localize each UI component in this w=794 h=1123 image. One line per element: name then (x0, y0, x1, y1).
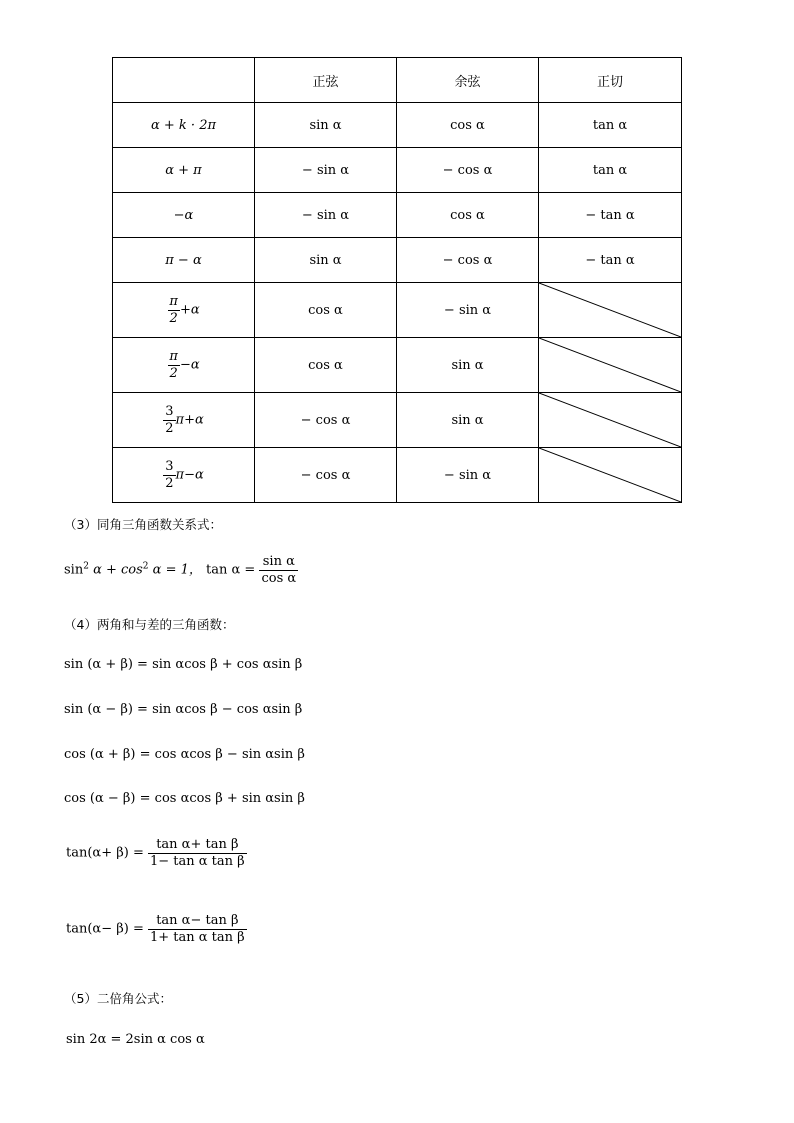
angle-cell (113, 448, 255, 503)
formula-cos-diff: cos (α − β) = cos αcos β + sin αsin β (64, 791, 305, 806)
cosine-cell: cos α (397, 193, 539, 238)
sine-cell: − sin α (255, 193, 397, 238)
formula-double-angle-sin: sin 2α = 2sin α cos α (66, 1032, 205, 1047)
cosine-cell: sin α (397, 393, 539, 448)
formula-part: α = 1， (152, 562, 202, 578)
table-row (113, 193, 682, 238)
sine-cell: sin α (255, 103, 397, 148)
cosine-cell: sin α (397, 338, 539, 393)
angle-cell (113, 338, 255, 393)
sine-cell: − cos α (255, 448, 397, 503)
angle-tail: +α (179, 302, 200, 318)
table-row (113, 393, 682, 448)
formula-part: α + cos (93, 562, 143, 578)
section-4-title: （4）两角和与差的三角函数： (64, 617, 235, 632)
header-cell-cosine: 余弦 (397, 58, 539, 103)
section-5-title: （5）二倍角公式： (64, 991, 172, 1006)
sine-cell: − cos α (255, 393, 397, 448)
section-3-title: （3）同角三角函数关系式： (64, 517, 222, 532)
formula-cos-sum: cos (α + β) = cos αcos β − sin αsin β (64, 747, 305, 762)
formula-fraction (148, 914, 247, 944)
angle-cell (113, 393, 255, 448)
tangent-cell: − tan α (539, 238, 682, 283)
table-row (113, 148, 682, 193)
fraction-denominator: cos α (261, 570, 297, 586)
cosine-cell: − sin α (397, 448, 539, 503)
diagonal-slash-icon (539, 338, 681, 392)
cosine-cell: − cos α (397, 238, 539, 283)
fraction-denominator: 2 (165, 420, 174, 436)
table-row (113, 338, 682, 393)
angle-cell (113, 283, 255, 338)
table-row (113, 103, 682, 148)
angle-cell: π − α (113, 238, 255, 283)
table-header-row (113, 58, 682, 103)
fraction-numerator: 3 (165, 458, 174, 474)
pythagorean-identity (64, 555, 298, 585)
formula-tan-sum (66, 838, 247, 868)
sine-cell: cos α (255, 338, 397, 393)
formula-fraction (148, 838, 247, 868)
diagonal-slash-icon (539, 393, 681, 447)
tangent-cell-crossed (539, 393, 682, 448)
header-cell-tangent: 正切 (539, 58, 682, 103)
tan-identity-lhs: tan α = (206, 562, 256, 578)
tangent-cell: tan α (539, 103, 682, 148)
header-cell-sine: 正弦 (255, 58, 397, 103)
diagonal-slash-icon (539, 283, 681, 337)
header-cell-empty (113, 58, 255, 103)
tangent-cell: − tan α (539, 193, 682, 238)
angle-tail: −α (179, 357, 200, 373)
fraction-denominator: 1− tan α tan β (149, 853, 245, 869)
fraction-numerator: sin α (262, 554, 295, 569)
tangent-cell-crossed (539, 448, 682, 503)
tangent-cell-crossed (539, 283, 682, 338)
angle-cell: α + π (113, 148, 255, 193)
superscript: 2 (83, 561, 89, 572)
table-row (113, 283, 682, 338)
sine-cell: sin α (255, 238, 397, 283)
cosine-cell: − sin α (397, 283, 539, 338)
fraction-numerator: tan α− tan β (156, 913, 239, 928)
angle-tail: π−α (175, 467, 204, 483)
angle-cell: −α (113, 193, 255, 238)
fraction-numerator: π (169, 293, 178, 309)
formula-sin-sum: sin (α + β) = sin αcos β + cos αsin β (64, 657, 303, 672)
sine-cell: − sin α (255, 148, 397, 193)
tangent-cell-crossed (539, 338, 682, 393)
fraction-numerator: π (169, 348, 178, 364)
cosine-cell: cos α (397, 103, 539, 148)
formula-sin-diff: sin (α − β) = sin αcos β − cos αsin β (64, 702, 303, 717)
table-row (113, 238, 682, 283)
fraction-denominator: 2 (169, 365, 178, 381)
induction-formula-table (112, 57, 682, 503)
tangent-cell: tan α (539, 148, 682, 193)
angle-tail: π+α (175, 412, 204, 428)
tan-identity-fraction (259, 555, 298, 585)
angle-fraction (163, 460, 175, 490)
sine-cell: cos α (255, 283, 397, 338)
fraction-numerator: tan α+ tan β (156, 837, 239, 852)
angle-fraction (167, 350, 180, 380)
formula-part: sin (64, 562, 84, 578)
formula-tan-diff (66, 914, 247, 944)
angle-fraction (167, 295, 180, 325)
table-row (113, 448, 682, 503)
fraction-denominator: 2 (165, 475, 174, 491)
formula-lhs: tan(α− β) = (66, 921, 144, 937)
fraction-denominator: 1+ tan α tan β (149, 929, 245, 945)
diagonal-slash-icon (539, 448, 681, 502)
superscript: 2 (142, 561, 149, 572)
fraction-numerator: 3 (165, 403, 174, 419)
fraction-denominator: 2 (169, 310, 178, 326)
formula-lhs: tan(α+ β) = (66, 845, 144, 861)
angle-cell: α + k · 2π (113, 103, 255, 148)
cosine-cell: − cos α (397, 148, 539, 193)
angle-fraction (163, 405, 175, 435)
